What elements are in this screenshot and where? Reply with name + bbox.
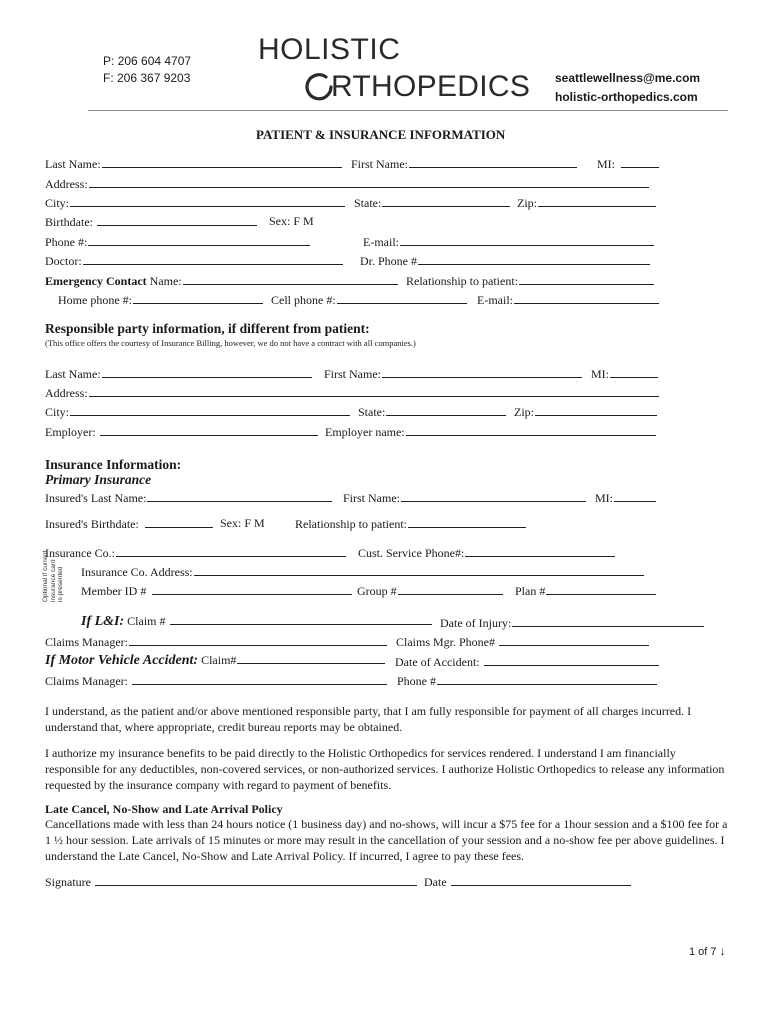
policy-title: Late Cancel, No-Show and Late Arrival Policy <box>45 802 283 816</box>
mva-phone-row: Phone # <box>397 673 658 689</box>
patient-dr-phone-field[interactable] <box>418 253 650 265</box>
plan-field[interactable] <box>546 583 656 595</box>
date-of-accident-field[interactable] <box>484 654 659 666</box>
patient-address-row: Address: <box>45 176 650 192</box>
signature-field[interactable] <box>95 874 417 886</box>
resp-mi-field[interactable] <box>610 366 658 378</box>
patient-address-field[interactable] <box>89 176 649 188</box>
home-phone-field[interactable] <box>133 292 263 304</box>
emergency-relationship-row: Relationship to patient: <box>406 273 655 289</box>
emergency-relationship-field[interactable] <box>519 273 654 285</box>
patient-phone-field[interactable] <box>88 234 310 246</box>
cust-service-field[interactable] <box>465 545 615 557</box>
responsible-heading: Responsible party information, if different from patient: <box>45 321 370 336</box>
insurance-co-field[interactable] <box>116 545 346 557</box>
resp-mi-row: MI: <box>591 366 659 382</box>
insured-relationship-field[interactable] <box>408 516 526 528</box>
patient-birthdate-field[interactable] <box>97 214 257 226</box>
responsible-note: (This office offers the courtesy of Insurance Billing, however, we do not have a contract with all companies.) <box>45 338 416 348</box>
fax-number: F: 206 367 9203 <box>103 71 191 85</box>
insured-mi-field[interactable] <box>614 490 656 502</box>
patient-first-name-row: First Name: <box>351 156 578 172</box>
mva-claim-row: If Motor Vehicle Accident: Claim# <box>45 651 386 669</box>
patient-last-name-row: Last Name: <box>45 156 343 172</box>
claims-mgr-phone-row: Claims Mgr. Phone# <box>396 634 650 650</box>
claims-mgr-phone-field[interactable] <box>499 634 649 646</box>
resp-employer-field[interactable] <box>100 424 318 436</box>
insured-sex-options[interactable]: Sex: F M <box>220 516 265 530</box>
date-of-accident-row: Date of Accident: <box>395 654 660 670</box>
cell-phone-field[interactable] <box>337 292 467 304</box>
patient-doctor-field[interactable] <box>83 253 343 265</box>
resp-zip-field[interactable] <box>535 404 657 416</box>
patient-phone-row: Phone #: <box>45 234 311 250</box>
website-link[interactable]: holistic-orthopedics.com <box>555 90 698 104</box>
emergency-contact-row: Emergency Contact Name: <box>45 273 399 289</box>
insurance-heading: Insurance Information: <box>45 457 182 472</box>
resp-employer-name-field[interactable] <box>406 424 656 436</box>
resp-employer-name-row: Employer name: <box>325 424 657 440</box>
home-phone-row: Home phone #: <box>58 292 264 308</box>
resp-state-field[interactable] <box>386 404 506 416</box>
logo-orthopedics: RTHOPEDICS <box>331 70 531 103</box>
date-of-injury-row: Date of Injury: <box>440 615 705 631</box>
patient-birthdate-row: Birthdate: <box>45 214 258 230</box>
patient-city-row: City: <box>45 195 346 211</box>
emergency-name-field[interactable] <box>183 273 398 285</box>
patient-dr-phone-row: Dr. Phone # <box>360 253 651 269</box>
logo-o-icon <box>304 72 334 102</box>
phone-number: P: 206 604 4707 <box>103 54 192 68</box>
resp-address-field[interactable] <box>89 385 659 397</box>
resp-state-row: State: <box>358 404 507 420</box>
insured-birthdate-row: Insured's Birthdate: <box>45 516 214 532</box>
logo-holistic: HOLISTIC <box>258 33 401 66</box>
resp-employer-row: Employer: <box>45 424 319 440</box>
resp-first-name-row: First Name: <box>324 366 583 382</box>
patient-first-name-field[interactable] <box>409 156 577 168</box>
date-of-injury-field[interactable] <box>512 615 704 627</box>
responsibility-statement: I understand, as the patient and/or above mentioned responsible party, that I am fully responsible for payment of all charges incurred. I understand that, where appropriate, credit bureau reports may be obtained. <box>45 704 692 734</box>
patient-city-field[interactable] <box>70 195 345 207</box>
claims-manager2-field[interactable] <box>132 673 387 685</box>
li-claim-row: If L&I: Claim # <box>81 612 433 630</box>
claims-manager2-row: Claims Manager: <box>45 673 388 689</box>
resp-city-row: City: <box>45 404 351 420</box>
group-field[interactable] <box>398 583 503 595</box>
insurance-co-row: Insurance Co.: <box>45 545 347 561</box>
claims-manager-row: Claims Manager: <box>45 634 388 650</box>
cell-phone-row: Cell phone #: <box>271 292 468 308</box>
mva-claim-field[interactable] <box>237 652 385 664</box>
patient-zip-field[interactable] <box>538 195 656 207</box>
email-link[interactable]: seattlewellness@me.com <box>555 71 701 85</box>
patient-zip-row: Zip: <box>517 195 657 211</box>
resp-zip-row: Zip: <box>514 404 658 420</box>
resp-address-row: Address: <box>45 385 660 401</box>
patient-state-row: State: <box>354 195 511 211</box>
patient-email-field[interactable] <box>400 234 654 246</box>
authorization-statement: I authorize my insurance benefits to be paid directly to the Holistic Orthopedics for services rendered. I understand I am financially responsible for any deductibles, non-covered services, or non-authorized services. I authorize Holistic Orthopedics to release any information requested by the insurance company with regard to payment of benefits. <box>45 746 725 792</box>
patient-email-row: E-mail: <box>363 234 655 250</box>
patient-state-field[interactable] <box>382 195 510 207</box>
arrow-down-icon[interactable]: ↓ <box>719 944 726 958</box>
insurance-co-address-field[interactable] <box>194 564 644 576</box>
claims-manager-field[interactable] <box>129 634 387 646</box>
date-field[interactable] <box>451 874 631 886</box>
plan-row: Plan # <box>515 583 657 599</box>
insured-mi-row: MI: <box>595 490 657 506</box>
patient-doctor-row: Doctor: <box>45 253 344 269</box>
insured-first-name-row: First Name: <box>343 490 587 506</box>
li-claim-field[interactable] <box>170 613 432 625</box>
policy-text: Cancellations made with less than 24 hours notice (1 business day) and no-shows, will incur a $75 fee for a 1hour session and a $100 fee for a 1 ½ hour session. Late arrivals of 15 minutes or more may result in the cancellation of your session and a no-show fee per above guidelines. I understand the Late Cancel, No-Show and Late Arrival Policy. If incurred, I agree to pay these fees. <box>45 817 728 863</box>
insured-last-name-field[interactable] <box>147 490 332 502</box>
primary-insurance-heading: Primary Insurance <box>45 472 152 487</box>
emergency-email-field[interactable] <box>514 292 659 304</box>
optional-side-note: Optional if current insurance card is presented <box>42 550 64 602</box>
member-id-row: Member ID # <box>81 583 353 599</box>
page-title: PATIENT & INSURANCE INFORMATION <box>256 127 506 142</box>
patient-mi-field[interactable] <box>621 156 659 168</box>
group-row: Group # <box>357 583 504 599</box>
resp-last-name-field[interactable] <box>102 366 312 378</box>
insured-last-name-row: Insured's Last Name: <box>45 490 333 506</box>
resp-first-name-field[interactable] <box>382 366 582 378</box>
patient-sex-options[interactable]: Sex: F M <box>269 214 314 228</box>
insured-birthdate-field[interactable] <box>145 516 213 528</box>
page-indicator: 1 of 7 ↓ <box>689 944 726 958</box>
emergency-email-row: E-mail: <box>477 292 660 308</box>
cust-service-row: Cust. Service Phone#: <box>358 545 616 561</box>
insurance-co-address-row: Insurance Co. Address: <box>81 564 645 580</box>
mva-phone-field[interactable] <box>437 673 657 685</box>
header-divider <box>88 110 728 111</box>
resp-city-field[interactable] <box>70 404 350 416</box>
insured-first-name-field[interactable] <box>401 490 586 502</box>
resp-last-name-row: Last Name: <box>45 366 313 382</box>
patient-last-name-field[interactable] <box>102 156 342 168</box>
insured-relationship-row: Relationship to patient: <box>295 516 527 532</box>
patient-mi-row: MI: <box>597 156 660 172</box>
member-id-field[interactable] <box>152 583 352 595</box>
signature-row: Signature <box>45 874 418 890</box>
date-row: Date <box>424 874 632 890</box>
